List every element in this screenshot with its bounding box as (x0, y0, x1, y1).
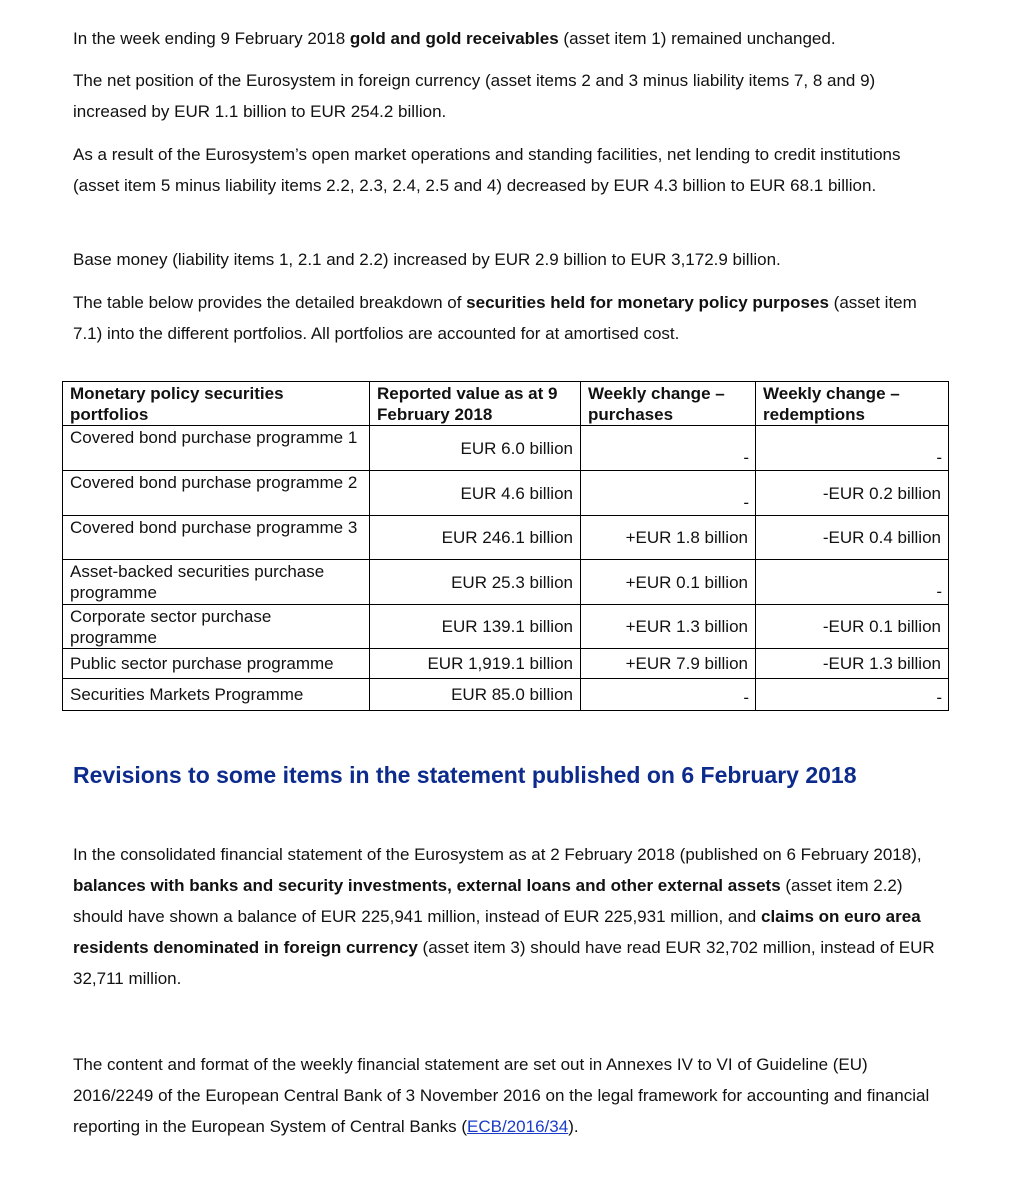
paragraph-base-money: Base money (liability items 1, 2.1 and 2.2) increased by EUR 2.9 billion to EUR 3,172.9 billion. (73, 250, 781, 269)
p6-bold-claims: claims on euro area residents denominated in foreign currency (73, 907, 921, 957)
p6-bold-balances: balances with banks and security investments, external loans and other external assets (73, 876, 781, 895)
paragraph-closing (73, 1049, 943, 1142)
p6-text-1: In the consolidated financial statement of the Eurosystem as at 2 February 2018 (published on 6 February 2018), (73, 845, 922, 864)
paragraph-securities-intro (73, 287, 943, 349)
p1-text-post: (asset item 1) remained unchanged. (558, 29, 836, 48)
table-row (63, 560, 949, 605)
ecb-guideline-link[interactable]: ECB/2016/34 (467, 1117, 569, 1136)
cell-purchases: - (581, 471, 756, 516)
cell-portfolio: Securities Markets Programme (63, 679, 370, 711)
closing-text-pre: The content and format of the weekly financial statement are set out in Annexes IV to VI of Guideline (EU) 2016/2249 of the European Central Bank of 3 November 2016 on the legal framework for accounting and financial reporting in the European System of Central Banks ( (73, 1055, 930, 1136)
cell-portfolio: Public sector purchase programme (63, 649, 370, 679)
paragraph-foreign-currency: The net position of the Eurosystem in foreign currency (asset items 2 and 3 minus liability items 7, 8 and 9) increased by EUR 1.1 billion to EUR 254.2 billion. (73, 71, 876, 121)
cell-redemptions: - (756, 426, 949, 471)
paragraph-gold (73, 23, 943, 54)
paragraph-revisions (73, 839, 943, 994)
p6-text-3: (asset item 3) should have read EUR 32,702 million, instead of EUR 32,711 million. (73, 938, 935, 988)
table-row (63, 471, 949, 516)
table-row (63, 649, 949, 679)
cell-redemptions: - (756, 679, 949, 711)
cell-purchases: +EUR 7.9 billion (581, 649, 756, 679)
cell-value: EUR 6.0 billion (370, 426, 581, 471)
cell-redemptions: -EUR 0.1 billion (756, 605, 949, 649)
header-weekly-purchases: Weekly change – purchases (581, 382, 756, 426)
p1-bold-gold: gold and gold receivables (349, 29, 559, 48)
header-portfolios: Monetary policy securities portfolios (63, 382, 370, 426)
cell-value: EUR 1,919.1 billion (370, 649, 581, 679)
table-row (63, 605, 949, 649)
table-row (63, 679, 949, 711)
cell-value: EUR 85.0 billion (370, 679, 581, 711)
cell-redemptions: - (756, 560, 949, 605)
p1-text-pre: In the week ending 9 February 2018 (73, 29, 350, 48)
table-row (63, 516, 949, 560)
p5-bold-securities: securities held for monetary policy purposes (466, 293, 829, 312)
table-header-row (63, 382, 949, 426)
cell-redemptions: -EUR 1.3 billion (756, 649, 949, 679)
paragraph-net-lending: As a result of the Eurosystem’s open market operations and standing facilities, net lending to credit institutions (asset item 5 minus liability items 2.2, 2.3, 2.4, 2.5 and 4) decreased by EUR 4.3 billion to EUR 68.1 billion. (73, 145, 901, 195)
p5-text-post: (asset item 7.1) into the different portfolios. All portfolios are accounted for at amortised cost. (73, 293, 917, 343)
header-reported-value: Reported value as at 9 February 2018 (370, 382, 581, 426)
cell-portfolio: Asset-backed securities purchase programme (63, 560, 370, 605)
closing-text-post: ). (568, 1117, 579, 1136)
cell-value: EUR 4.6 billion (370, 471, 581, 516)
revisions-heading: Revisions to some items in the statement published on 6 February 2018 (73, 762, 857, 788)
cell-portfolio: Corporate sector purchase programme (63, 605, 370, 649)
cell-purchases: +EUR 1.3 billion (581, 605, 756, 649)
cell-value: EUR 139.1 billion (370, 605, 581, 649)
table-row (63, 426, 949, 471)
header-weekly-redemptions: Weekly change – redemptions (756, 382, 949, 426)
cell-portfolio: Covered bond purchase programme 2 (63, 471, 370, 516)
cell-value: EUR 246.1 billion (370, 516, 581, 560)
cell-value: EUR 25.3 billion (370, 560, 581, 605)
cell-purchases: +EUR 0.1 billion (581, 560, 756, 605)
cell-purchases: - (581, 426, 756, 471)
cell-purchases: - (581, 679, 756, 711)
cell-portfolio: Covered bond purchase programme 1 (63, 426, 370, 471)
monetary-policy-securities-table (62, 381, 949, 711)
p6-text-2: (asset item 2.2) should have shown a balance of EUR 225,941 million, instead of EUR 225,931 million, and (73, 876, 903, 926)
cell-redemptions: -EUR 0.4 billion (756, 516, 949, 560)
cell-portfolio: Covered bond purchase programme 3 (63, 516, 370, 560)
cell-redemptions: -EUR 0.2 billion (756, 471, 949, 516)
cell-purchases: +EUR 1.8 billion (581, 516, 756, 560)
p5-text-pre: The table below provides the detailed breakdown of (73, 293, 467, 312)
